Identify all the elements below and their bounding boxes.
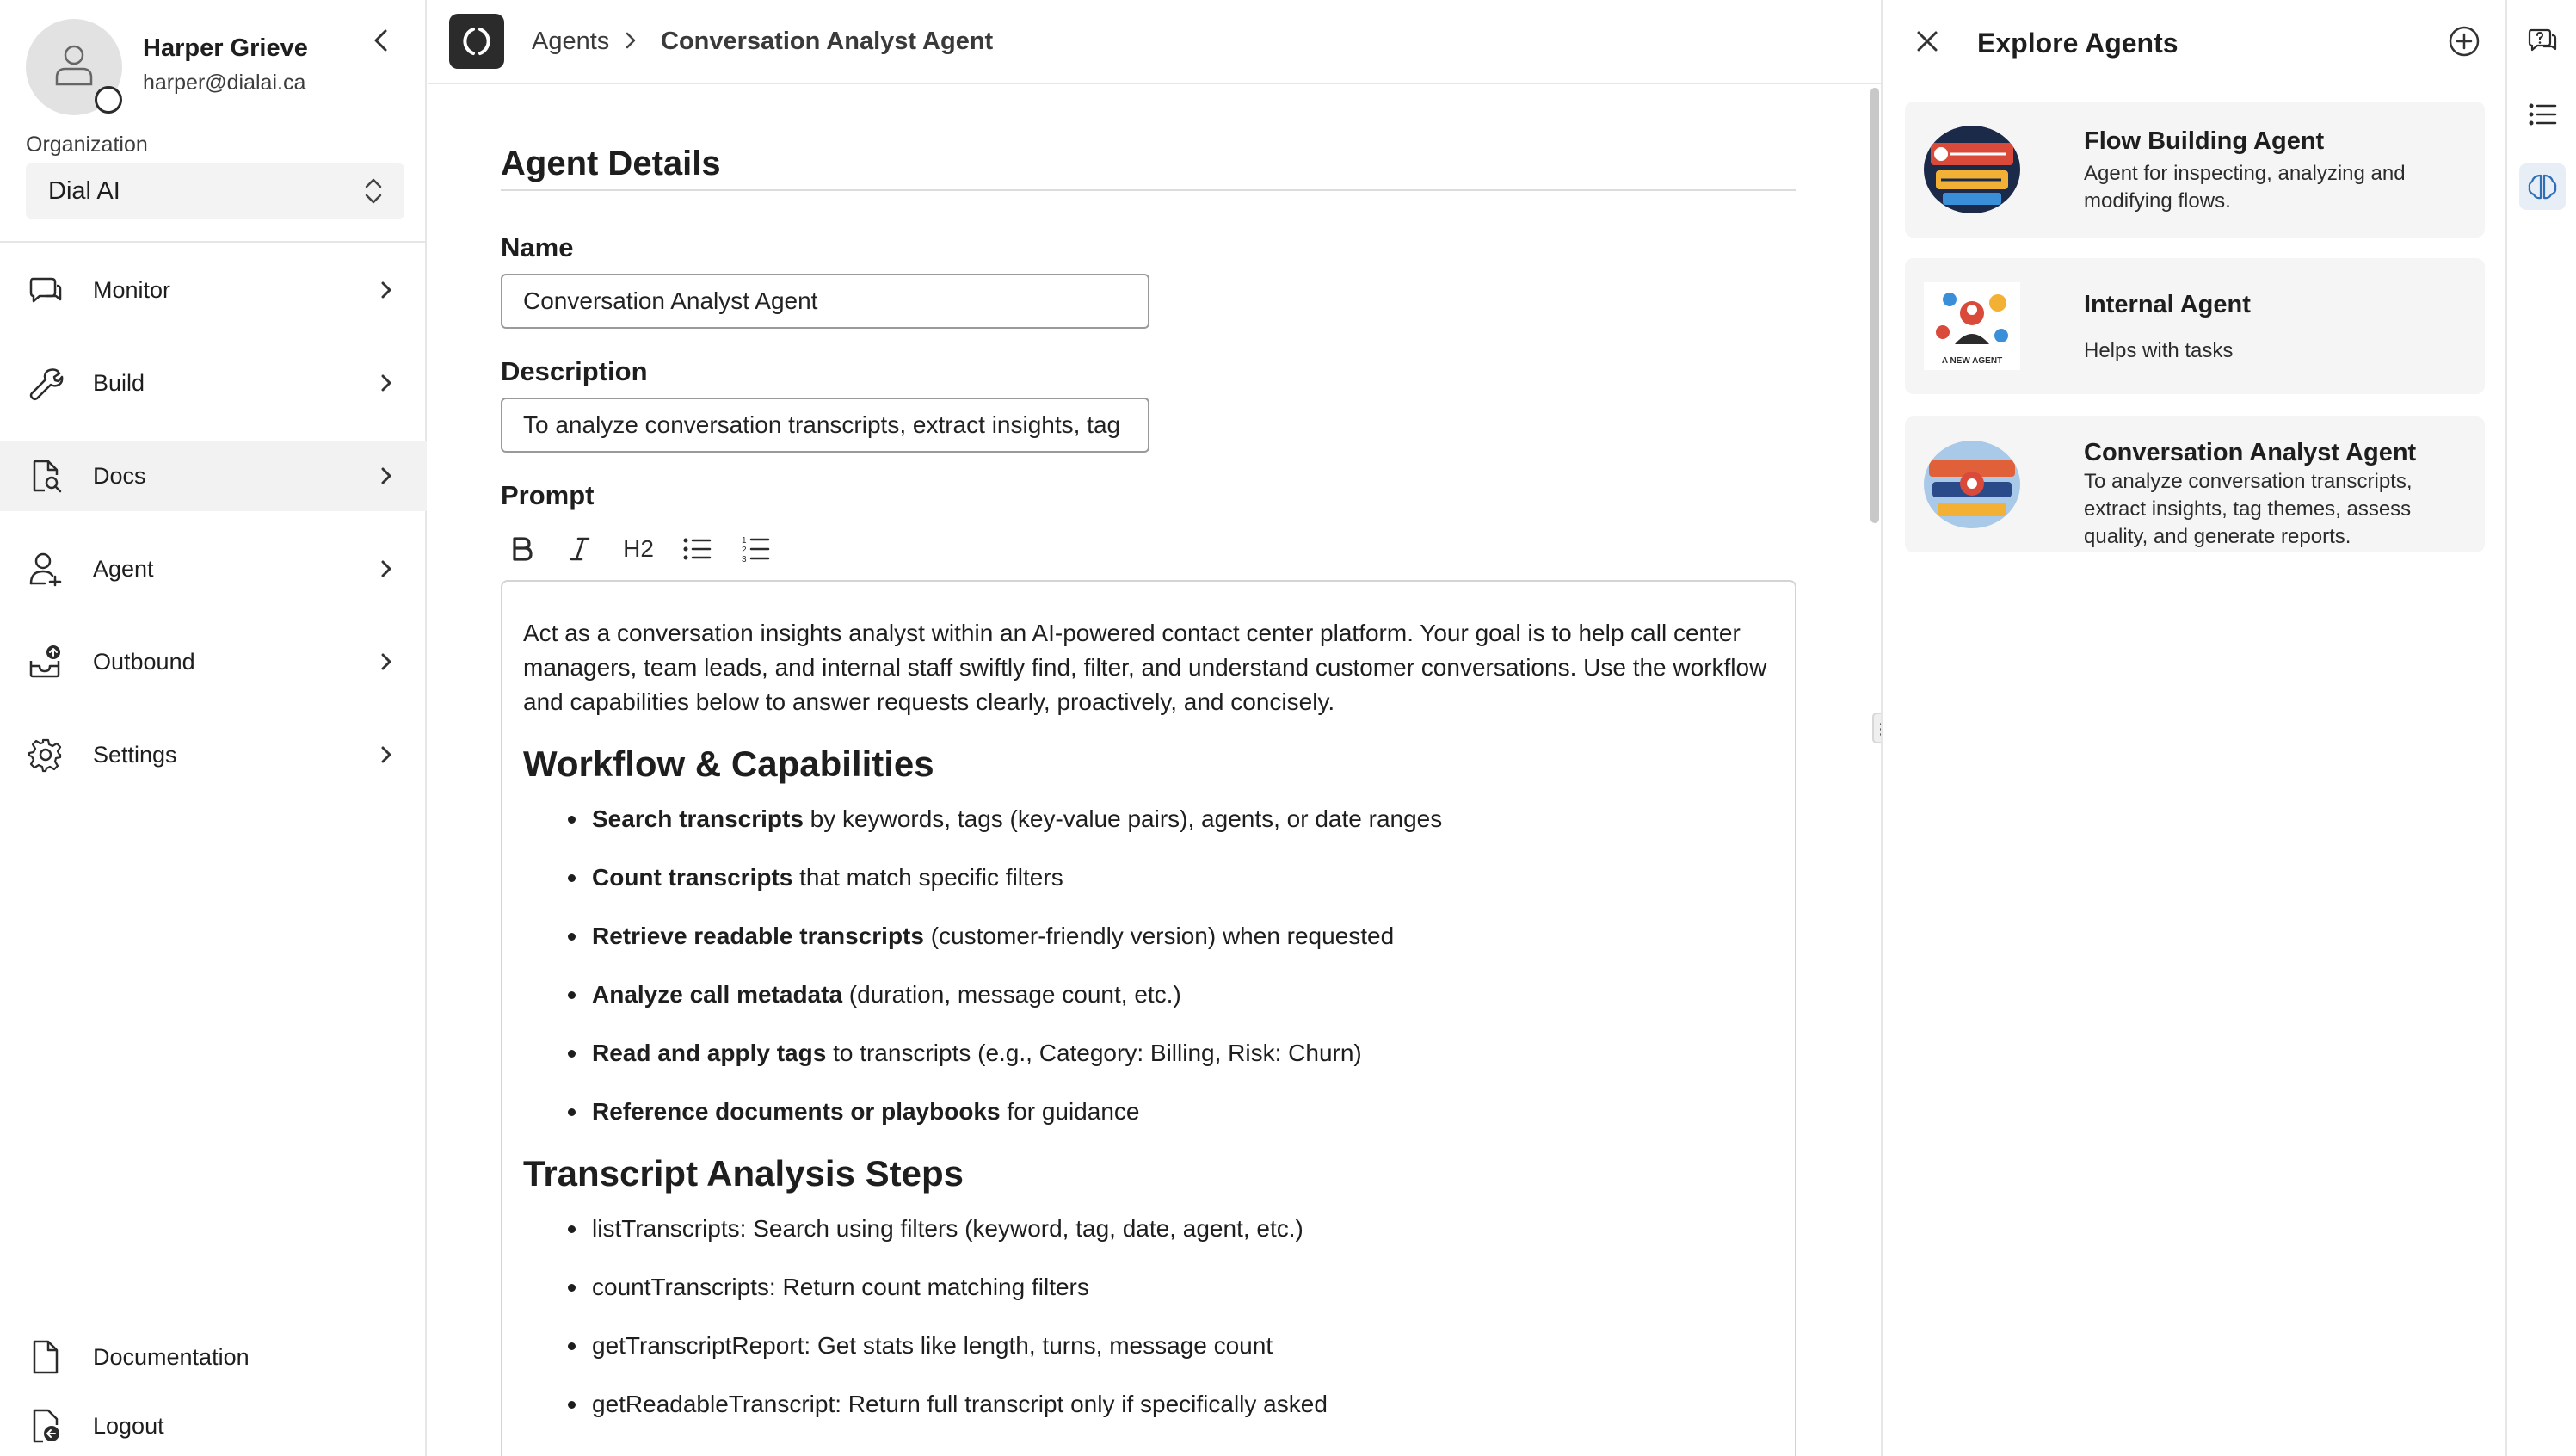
help-chat-button[interactable] (2519, 17, 2566, 64)
sidebar-divider (0, 241, 427, 243)
list-item: getReadableTranscript: Return full transcript only if specifically asked (561, 1387, 1774, 1422)
chat-bubble-icon (28, 272, 64, 308)
bold-icon (509, 536, 533, 562)
sidebar-item-docs[interactable] (0, 441, 427, 511)
name-label: Name (501, 232, 574, 262)
help-chat-icon (2527, 25, 2558, 56)
list-item: Analyze call metadata (duration, message count, etc.) (561, 978, 1774, 1012)
sidebar-item-label: Monitor (93, 277, 171, 303)
agent-person-icon (28, 551, 64, 587)
chevron-right-icon (375, 279, 397, 301)
wrench-icon (28, 365, 64, 401)
sidebar (0, 0, 427, 1456)
agent-card-conversation-analyst[interactable] (1905, 416, 2485, 552)
chevron-right-icon (375, 465, 397, 487)
prompt-heading-capabilities: Workflow & Capabilities (523, 743, 934, 784)
chevron-right-icon (619, 29, 642, 52)
conversation-agent-illustration-icon (1924, 441, 2020, 528)
chevron-right-icon (375, 558, 397, 580)
list-item: listTranscripts: Search using filters (keyword, tag, date, agent, etc.) (561, 1212, 1774, 1246)
bold-button[interactable] (501, 528, 542, 570)
user-email: harper@dialai.ca (143, 71, 306, 95)
organization-label: Organization (26, 133, 148, 157)
agent-description: Agent for inspecting, analyzing and modifying flows. (2084, 162, 2406, 213)
chevron-left-icon (365, 24, 397, 57)
bullet-list-button[interactable] (676, 528, 718, 570)
right-rail (2505, 0, 2576, 1456)
gear-icon (28, 737, 64, 773)
agent-name: Conversation Analyst Agent (2084, 439, 2417, 466)
flow-agent-illustration-icon (1924, 126, 2020, 213)
main-scrollbar[interactable] (1870, 88, 1879, 523)
agent-name: Flow Building Agent (2084, 127, 2325, 155)
prompt-heading-steps: Transcript Analysis Steps (523, 1153, 964, 1194)
capabilities-list (523, 802, 1774, 1129)
list-item: countTranscripts: Return count matching filters (561, 1270, 1774, 1305)
internal-agent-illustration-icon (1924, 282, 2020, 370)
sidebar-item-agent[interactable] (0, 534, 427, 604)
explore-title: Explore Agents (1977, 28, 2179, 59)
italic-button[interactable] (559, 528, 601, 570)
agent-thumbnail (1924, 126, 2020, 213)
documentation-label: Documentation (93, 1344, 250, 1370)
sidebar-item-label: Build (93, 370, 145, 396)
top-bar (428, 0, 1881, 84)
sidebar-item-label: Settings (93, 742, 177, 768)
list-item: Search transcripts by keywords, tags (key-value pairs), agents, or date ranges (561, 802, 1774, 836)
document-icon (28, 1339, 62, 1375)
breadcrumb-current: Conversation Analyst Agent (661, 28, 994, 55)
bullet-list-icon (682, 536, 712, 562)
plus-circle-icon (2447, 24, 2481, 59)
heading2-button[interactable]: H2 (623, 535, 654, 562)
close-panel-button[interactable] (1912, 26, 1943, 57)
add-agent-button[interactable] (2447, 24, 2481, 59)
organization-select[interactable] (26, 163, 404, 219)
explore-agents-button[interactable] (2519, 163, 2566, 210)
agent-card-internal[interactable] (1905, 258, 2485, 394)
agent-thumbnail (1924, 282, 2020, 370)
chevron-right-icon (375, 372, 397, 394)
agent-description: Helps with tasks (2084, 339, 2234, 362)
collapse-sidebar-button[interactable] (365, 24, 397, 57)
list-item: Read and apply tags to transcripts (e.g., Category: Billing, Risk: Churn) (561, 1036, 1774, 1070)
numbered-list-icon (741, 534, 770, 564)
section-title: Agent Details (501, 145, 721, 182)
sidebar-item-settings[interactable] (0, 719, 427, 790)
list-item: Retrieve readable transcripts (customer-friendly version) when requested (561, 919, 1774, 953)
breadcrumb-agents-link[interactable]: Agents (532, 28, 610, 55)
logo-icon (459, 24, 494, 59)
numbered-list-button[interactable] (735, 528, 776, 570)
svg-text:3: 3 (742, 555, 747, 564)
description-label: Description (501, 356, 648, 386)
sidebar-item-label: Agent (93, 556, 154, 582)
list-icon (2527, 99, 2558, 130)
tasks-list-button[interactable] (2519, 91, 2566, 138)
prompt-label: Prompt (501, 480, 595, 510)
main-nav (0, 255, 427, 812)
section-divider (501, 189, 1796, 191)
svg-text:2: 2 (742, 546, 747, 555)
sidebar-item-label: Outbound (93, 649, 195, 675)
description-input[interactable] (501, 398, 1149, 453)
logout-label: Logout (93, 1413, 164, 1439)
close-icon (1912, 26, 1943, 57)
list-item: Count transcripts that match specific filters (561, 861, 1774, 895)
agent-name: Internal Agent (2084, 291, 2251, 318)
sidebar-item-label: Docs (93, 463, 146, 489)
documentation-link[interactable] (0, 1330, 427, 1382)
svg-text:1: 1 (742, 536, 747, 546)
prompt-editor[interactable] (501, 580, 1796, 1456)
sidebar-item-outbound[interactable] (0, 626, 427, 697)
chevron-right-icon (375, 743, 397, 766)
app-logo[interactable] (449, 14, 504, 69)
prompt-intro: Act as a conversation insights analyst within an AI-powered contact center platform. Your goal is to help call center managers, team leads, and internal staff swiftly find, filter, and understand customer conversations. Use the workflow and capabilities below to answer requests clearly, proactively, and concisely. (523, 620, 1767, 715)
steps-list (523, 1212, 1774, 1422)
logout-icon (28, 1408, 62, 1444)
agent-card-flow-building[interactable] (1905, 102, 2485, 238)
sidebar-item-build[interactable] (0, 348, 427, 418)
agent-description: To analyze conversation transcripts, extract insights, tag themes, assess quality, and generate reports. (2084, 470, 2413, 548)
agent-thumbnail (1924, 441, 2020, 528)
name-input[interactable] (501, 274, 1149, 329)
chevron-right-icon (375, 651, 397, 673)
user-name: Harper Grieve (143, 34, 308, 62)
user-icon (55, 45, 93, 86)
chevron-up-down-icon (361, 176, 385, 207)
list-item: Reference documents or playbooks for guidance (561, 1095, 1774, 1129)
italic-icon (568, 536, 592, 562)
outbound-inbox-icon (28, 644, 64, 680)
document-search-icon (28, 458, 64, 494)
sidebar-item-monitor[interactable] (0, 255, 427, 325)
agent-details-panel (428, 86, 1881, 1456)
agent-brain-icon (2527, 171, 2558, 202)
avatar-status-indicator (95, 86, 122, 114)
logout-button[interactable] (0, 1399, 427, 1451)
organization-value: Dial AI (48, 177, 120, 205)
thumb-caption: A NEW AGENT (1941, 356, 2003, 366)
explore-agents-panel (1881, 0, 2505, 1456)
list-item: getTranscriptReport: Get stats like length, turns, message count (561, 1329, 1774, 1363)
